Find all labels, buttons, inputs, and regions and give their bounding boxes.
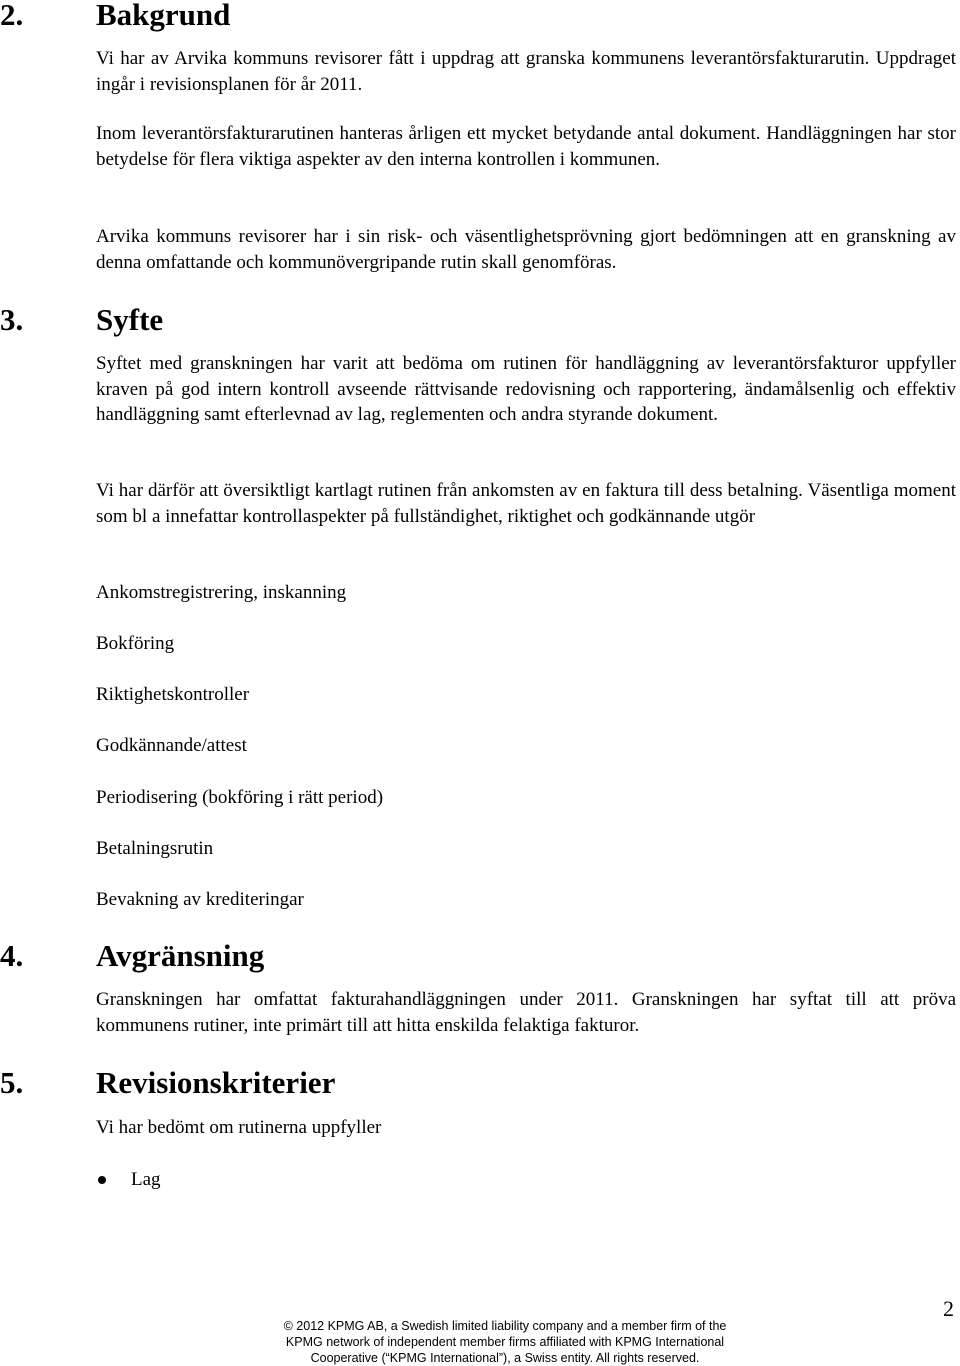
list-item: Periodisering (bokföring i rätt period) [96, 787, 384, 808]
list-item: Riktighetskontroller [96, 684, 250, 705]
list-item: Ankomstregistrering, inskanning [96, 582, 347, 603]
bullet-icon [98, 1176, 106, 1184]
section-heading-revisionskriterier: Revisionskriterier [96, 1065, 336, 1100]
paragraph: Vi har av Arvika kommuns revisorer fått i uppdrag att granska kommunens leverantörsfakturarutin. Uppdraget ingår i revisionsplanen för år 2011. [96, 48, 956, 95]
footer-line: Cooperative (“KPMG International”), a Swiss entity. All rights reserved. [310, 1351, 700, 1365]
paragraph: Syftet med granskningen har varit att bedöma om rutinen för handläggning av leverantörsfakturor uppfyller kraven på god intern kontroll avseende rättvisande redovisning och rapportering, ändamålsenlig och effektiv handläggning samt efterlevnad av lag, reglementen och andra styrande dokument. [96, 353, 956, 425]
section-number: 2. [0, 0, 24, 32]
paragraph: Granskningen har omfattat fakturahandläggningen under 2011. Granskningen har syftat till att pröva kommunens rutiner, inte primärt till att hitta enskilda felaktiga fakturor. [96, 989, 956, 1036]
footer-line: © 2012 KPMG AB, a Swedish limited liability company and a member firm of the [283, 1319, 727, 1333]
list-item: Bokföring [96, 633, 175, 654]
section-number: 3. [0, 302, 24, 337]
footer [250, 1318, 760, 1366]
list-item: Betalningsrutin [96, 838, 214, 859]
section-number: 4. [0, 938, 24, 973]
list-item: Godkännande/attest [96, 735, 247, 756]
section-number: 5. [0, 1065, 24, 1100]
section-heading-syfte: Syfte [96, 302, 164, 337]
paragraph: Vi har bedömt om rutinerna uppfyller [96, 1117, 382, 1138]
section-heading-bakgrund: Bakgrund [96, 0, 231, 32]
footer-line: KPMG network of independent member firms affiliated with KPMG International [285, 1335, 725, 1349]
page-number: 2 [943, 1296, 954, 1321]
bullet-item: Lag [131, 1169, 161, 1190]
paragraph: Inom leverantörsfakturarutinen hanteras årligen ett mycket betydande antal dokument. Handläggningen har stor betydelse för flera viktiga aspekter av den interna kontrollen i kommunen. [96, 123, 956, 170]
paragraph: Arvika kommuns revisorer har i sin risk- och väsentlighetsprövning gjort bedömningen att en granskning av denna omfattande och kommunövergripande rutin skall genomföras. [96, 226, 956, 273]
paragraph: Vi har därför att översiktligt kartlagt rutinen från ankomsten av en faktura till dess betalning. Väsentliga moment som bl a innefattar kontrollaspekter på fullständighet, riktighet och godkännande utgör [96, 480, 956, 527]
list-item: Bevakning av krediteringar [96, 889, 304, 910]
section-heading-avgransning: Avgränsning [96, 938, 265, 973]
